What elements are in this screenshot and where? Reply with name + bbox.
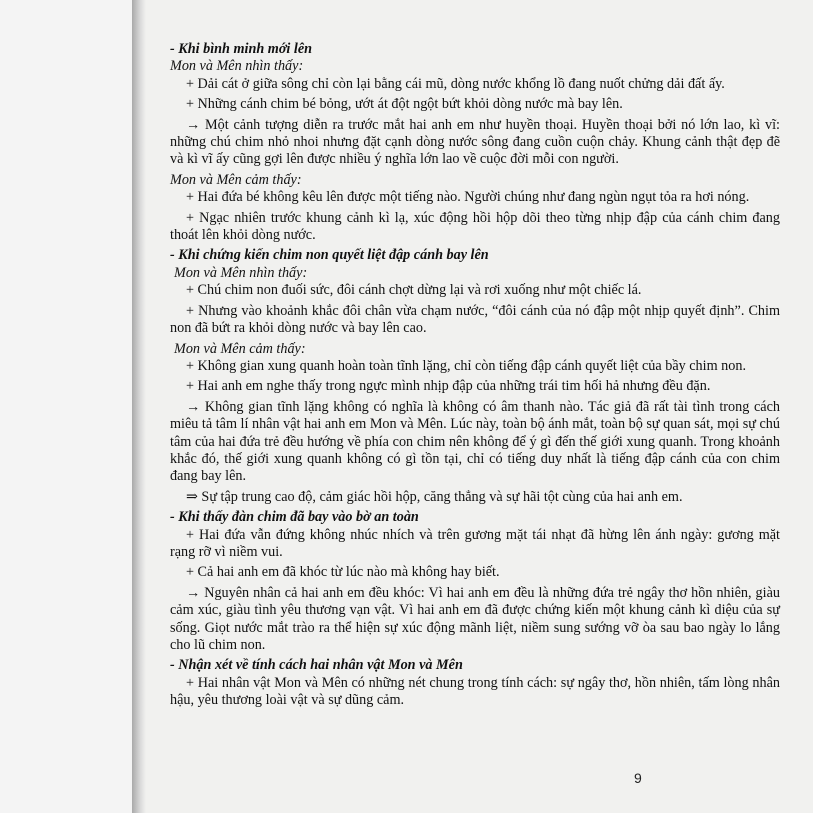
paragraph: + Những cánh chim bé bỏng, ướt át đột ngột bứt khỏi dòng nước mà bay lên. xyxy=(186,96,623,113)
book-page xyxy=(132,0,813,813)
page-gutter-shadow xyxy=(132,0,146,813)
paragraph: ⇒ Sự tập trung cao độ, cảm giác hồi hộp, căng thẳng và sự hãi tột cùng của hai anh em. xyxy=(186,488,683,505)
paragraph: + Hai nhân vật Mon và Mên có những nét chung trong tính cách: sự ngây thơ, hồn nhiên, tấm lòng nhân hậu, yêu thương loài vật và sự dũng cảm. xyxy=(170,674,780,709)
subheading: Mon và Mên nhìn thấy: xyxy=(174,264,308,281)
paragraph: + Không gian xung quanh hoàn toàn tĩnh lặng, chỉ còn tiếng đập cánh quyết liệt của bầy chim non. xyxy=(186,357,746,374)
paragraph: + Cả hai anh em đã khóc từ lúc nào mà không hay biết. xyxy=(186,564,500,581)
section-heading: - Khi chứng kiến chim non quyết liệt đập cánh bay lên xyxy=(170,247,489,264)
paragraph: → Không gian tĩnh lặng không có nghĩa là không có âm thanh nào. Tác giả đã rất tài tình trong cách miêu tả tâm lí nhân vật hai anh em Mon và Mên. Lúc này, toàn bộ ánh mắt, toàn bộ sự quan sát, mọi sự chú tâm của hai đứa trẻ đều hướng về phía con chim nên không để ý gì đến thế giới xung quanh. Trong khoảnh khắc đó, thế giới xung quanh không có gì tồn tại, chỉ có tiếng duy nhất là tiếng đập cánh của con chim đang bay lên. xyxy=(170,398,780,485)
paragraph: + Hai đứa vẫn đứng không nhúc nhích và trên gương mặt tái nhạt đã hừng lên ánh ngày: gương mặt rạng rỡ vì niềm vui. xyxy=(170,526,780,560)
subheading: Mon và Mên cảm thấy: xyxy=(170,171,302,188)
section-heading: - Khi thấy đàn chim đã bay vào bờ an toàn xyxy=(170,509,419,526)
page-body xyxy=(170,41,780,713)
section-heading: - Nhận xét về tính cách hai nhân vật Mon và Mên xyxy=(170,657,463,674)
page-number: 9 xyxy=(634,770,642,786)
paragraph: → Một cảnh tượng diễn ra trước mắt hai anh em như huyền thoại. Huyền thoại bởi nó lớn lao, kì vĩ: những chú chim nhỏ nhoi nhưng đặt cạnh dòng nước sông đang cuồn cuộn chảy. Khung cảnh thật đẹp đẽ và kì vĩ ấy cũng gợi lên được nhiều ý nghĩa lớn lao về cuộc đời mỗi con người. xyxy=(170,116,780,168)
paragraph: → Nguyên nhân cả hai anh em đều khóc: Vì hai anh em đều là những đứa trẻ ngây thơ hồn nhiên, giàu cảm xúc, giàu tình yêu thương vạn vật. Vì hai anh em đã được chứng kiến một khung cảnh kì diệu của sự sống. Giọt nước mắt trào ra thể hiện sự xúc động mãnh liệt, niềm sung sướng vỡ òa sau bao ngày lo lắng cho lũ chim non. xyxy=(170,584,780,653)
paragraph: + Hai anh em nghe thấy trong ngực mình nhịp đập của những trái tim hối hả nhưng đều đặn. xyxy=(186,378,711,395)
subheading: Mon và Mên nhìn thấy: xyxy=(170,58,304,75)
paragraph: + Nhưng vào khoảnh khắc đôi chân vừa chạm nước, “đôi cánh của nó đập một nhịp quyết định”. Chim non đã bứt ra khỏi dòng nước và bay lên cao. xyxy=(170,302,780,337)
paragraph: + Hai đứa bé không kêu lên được một tiếng nào. Người chúng như đang ngùn ngụt tỏa ra hơi nóng. xyxy=(186,189,750,206)
subheading: Mon và Mên cảm thấy: xyxy=(174,340,306,357)
paragraph: + Dải cát ở giữa sông chỉ còn lại bằng cái mũ, dòng nước khổng lồ đang nuốt chửng dải đất ấy. xyxy=(186,75,725,92)
paragraph: + Ngạc nhiên trước khung cảnh kì lạ, xúc động hồi hộp dõi theo từng nhịp đập của cánh chim đang thoát lên khỏi dòng nước. xyxy=(170,209,780,244)
section-heading: - Khi bình minh mới lên xyxy=(170,41,313,57)
paragraph: + Chú chim non đuối sức, đôi cánh chợt dừng lại và rơi xuống như một chiếc lá. xyxy=(186,282,642,299)
